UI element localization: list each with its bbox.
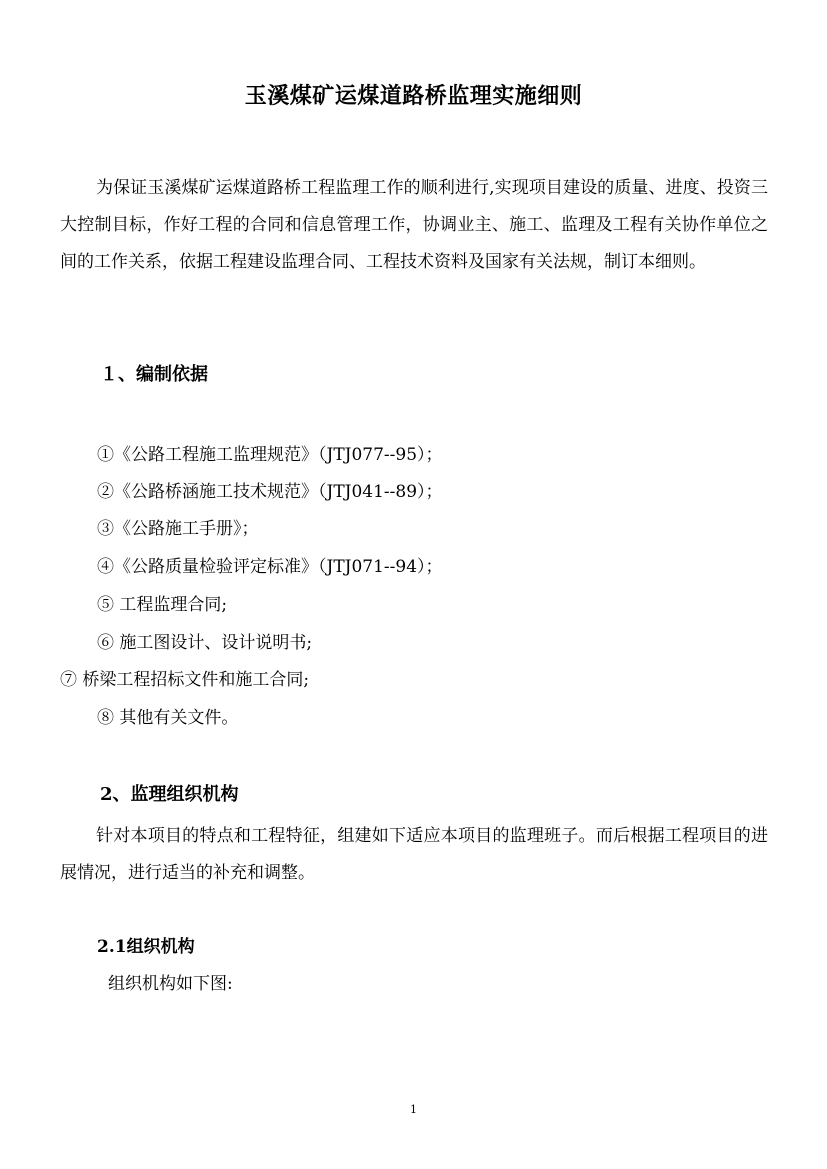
subsection-2-1-text: 组织机构如下图: [108,974,233,994]
basis-item-7: ⑦ 桥梁工程招标文件和施工合同; [60,670,310,690]
document-title: 玉溪煤矿运煤道路桥监理实施细则 [244,83,583,109]
basis-item-4: ④《公路质量检验评定标准》（JTJ071--94）； [97,557,443,577]
page-number: 1 [410,1103,417,1116]
section-1-heading: １、编制依据 [100,364,208,385]
basis-item-6: ⑥ 施工图设计、设计说明书; [97,633,313,653]
intro-paragraph: 为保证玉溪煤矿运煤道路桥工程监理工作的顺利进行,实现项目建设的质量、进度、投资三大控制目标，作好工程的合同和信息管理工作，协调业主、施工、监理及工程有关协作单位之间的工作关系，依据工程建设监理合同、工程技术资料及国家有关法规，制订本细则。 [60,178,768,272]
basis-item-8: ⑧ 其他有关文件。 [97,708,239,728]
basis-item-2: ②《公路桥涵施工技术规范》（JTJ041--89）； [97,482,443,502]
section-2-heading: 2、监理组织机构 [100,784,239,805]
section-2-paragraph: 针对本项目的特点和工程特征，组建如下适应本项目的监理班子。而后根据工程项目的进展情况，进行适当的补充和调整。 [60,826,768,883]
subsection-2-1-heading: 2.1组织机构 [97,937,195,957]
basis-item-5: ⑤ 工程监理合同; [97,595,228,615]
basis-item-3: ③《公路施工手册》； [97,519,259,539]
basis-item-1: ①《公路工程施工监理规范》（JTJ077--95）； [97,445,443,465]
